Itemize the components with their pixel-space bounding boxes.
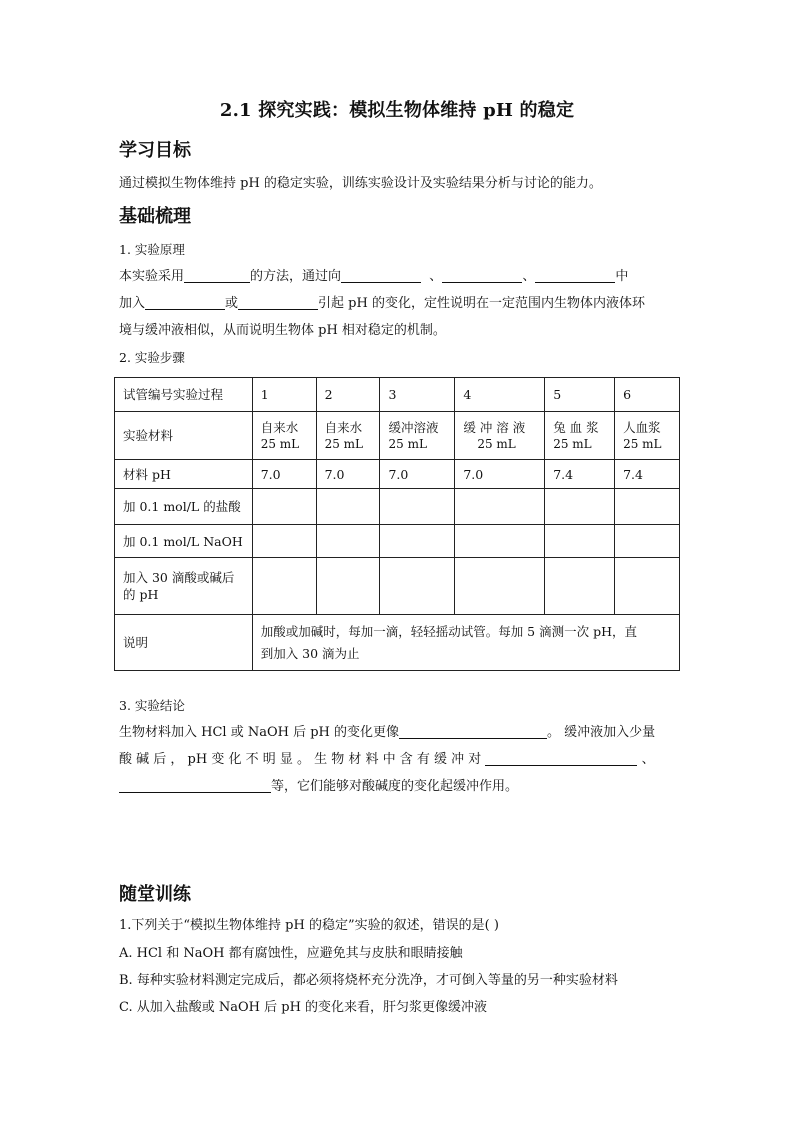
fill-blank[interactable] — [238, 295, 318, 310]
ph-cell: 7.0 — [316, 460, 380, 489]
conclusion-line-1: 生物材料加入 HCl 或 NaOH 后 pH 的变化更像 。 缓冲液加入少量 — [119, 725, 656, 740]
note-cell: 加酸或加碱时，每加一滴，轻轻摇动试管。每加 5 滴测一次 pH，直 到加入 30 滴为止 — [252, 615, 679, 671]
ph-cell: 7.4 — [615, 460, 680, 489]
answer-cell[interactable] — [380, 489, 455, 525]
conclusion-line-3: 等，它们能够对酸碱度的变化起缓冲作用。 — [119, 773, 518, 800]
fill-blank[interactable] — [341, 268, 421, 283]
row-label: 实验材料 — [115, 412, 253, 460]
table-row — [115, 412, 680, 460]
answer-cell[interactable] — [615, 489, 680, 525]
conclusion-line-2: 酸 碱 后 ， pH 变 化 不 明 显 。 生 物 材 料 中 含 有 缓 冲 对 、 — [119, 752, 655, 767]
table-row — [115, 460, 680, 489]
row-label: 材料 pH — [115, 460, 253, 489]
table-row — [115, 378, 680, 412]
practice-heading: 随堂训练 — [119, 884, 191, 905]
answer-cell[interactable] — [545, 489, 615, 525]
table-row — [115, 615, 680, 671]
question-1: 1.下列关于“模拟生物体维持 pH 的稳定”实验的叙述，错误的是( ) — [119, 918, 499, 933]
tube-number: 6 — [615, 378, 680, 412]
answer-cell[interactable] — [380, 558, 455, 615]
row-label: 加 0.1 mol/L 的盐酸 — [115, 489, 253, 525]
experiment-table — [114, 377, 680, 671]
table-header-cell: 试管编号实验过程 — [115, 378, 253, 412]
fill-blank[interactable] — [535, 268, 615, 283]
tube-number: 5 — [545, 378, 615, 412]
table-row — [115, 489, 680, 525]
fill-blank[interactable] — [184, 268, 250, 283]
answer-cell[interactable] — [252, 525, 316, 558]
material-cell: 自来水 25 mL — [316, 412, 380, 460]
answer-cell[interactable] — [455, 558, 545, 615]
principle-line-1: 本实验采用 的方法，通过向 、 、 中 — [119, 269, 629, 284]
answer-cell[interactable] — [455, 489, 545, 525]
learning-goal-heading: 学习目标 — [119, 140, 191, 161]
table-row — [115, 525, 680, 558]
answer-cell[interactable] — [545, 558, 615, 615]
row-label: 加 0.1 mol/L NaOH — [115, 525, 253, 558]
row-label: 说明 — [115, 615, 253, 671]
material-cell: 人血浆 25 mL — [615, 412, 680, 460]
material-cell: 兔 血 浆 25 mL — [545, 412, 615, 460]
principle-line-3: 境与缓冲液相似，从而说明生物体 pH 相对稳定的机制。 — [119, 323, 446, 338]
answer-cell[interactable] — [252, 558, 316, 615]
material-cell: 缓冲溶液 25 mL — [380, 412, 455, 460]
principle-line-2: 加入 或 引起 pH 的变化，定性说明在一定范围内生物体内液体环 — [119, 296, 645, 311]
page-title: 2.1 探究实践：模拟生物体维持 pH 的稳定 — [219, 100, 575, 121]
fill-blank[interactable] — [119, 778, 271, 793]
option-a[interactable]: A. HCl 和 NaOH 都有腐蚀性，应避免其与皮肤和眼睛接触 — [119, 946, 463, 961]
tube-number: 3 — [380, 378, 455, 412]
option-b[interactable]: B. 每种实验材料测定完成后，都必须将烧杯充分洗净，才可倒入等量的另一种实验材料 — [119, 973, 618, 988]
table-row — [115, 558, 680, 615]
conclusion-label: 3. 实验结论 — [119, 698, 185, 713]
answer-cell[interactable] — [316, 489, 380, 525]
material-cell: 缓 冲 溶 液 25 mL — [455, 412, 545, 460]
ph-cell: 7.0 — [252, 460, 316, 489]
basic-review-heading: 基础梳理 — [119, 206, 191, 227]
answer-cell[interactable] — [380, 525, 455, 558]
fill-blank[interactable] — [399, 724, 547, 739]
principle-label: 1. 实验原理 — [119, 242, 185, 257]
row-label: 加入 30 滴酸或碱后 的 pH — [115, 558, 253, 615]
answer-cell[interactable] — [316, 525, 380, 558]
answer-cell[interactable] — [316, 558, 380, 615]
answer-cell[interactable] — [615, 525, 680, 558]
answer-cell[interactable] — [455, 525, 545, 558]
option-c[interactable]: C. 从加入盐酸或 NaOH 后 pH 的变化来看，肝匀浆更像缓冲液 — [119, 1000, 488, 1015]
steps-label: 2. 实验步骤 — [119, 350, 185, 365]
tube-number: 1 — [252, 378, 316, 412]
fill-blank[interactable] — [485, 751, 637, 766]
answer-cell[interactable] — [615, 558, 680, 615]
fill-blank[interactable] — [145, 295, 225, 310]
material-cell: 自来水 25 mL — [252, 412, 316, 460]
ph-cell: 7.0 — [380, 460, 455, 489]
answer-cell[interactable] — [252, 489, 316, 525]
ph-cell: 7.0 — [455, 460, 545, 489]
learning-goal-text: 通过模拟生物体维持 pH 的稳定实验，训练实验设计及实验结果分析与讨论的能力。 — [119, 176, 602, 191]
tube-number: 2 — [316, 378, 380, 412]
fill-blank[interactable] — [442, 268, 522, 283]
answer-cell[interactable] — [545, 525, 615, 558]
tube-number: 4 — [455, 378, 545, 412]
ph-cell: 7.4 — [545, 460, 615, 489]
